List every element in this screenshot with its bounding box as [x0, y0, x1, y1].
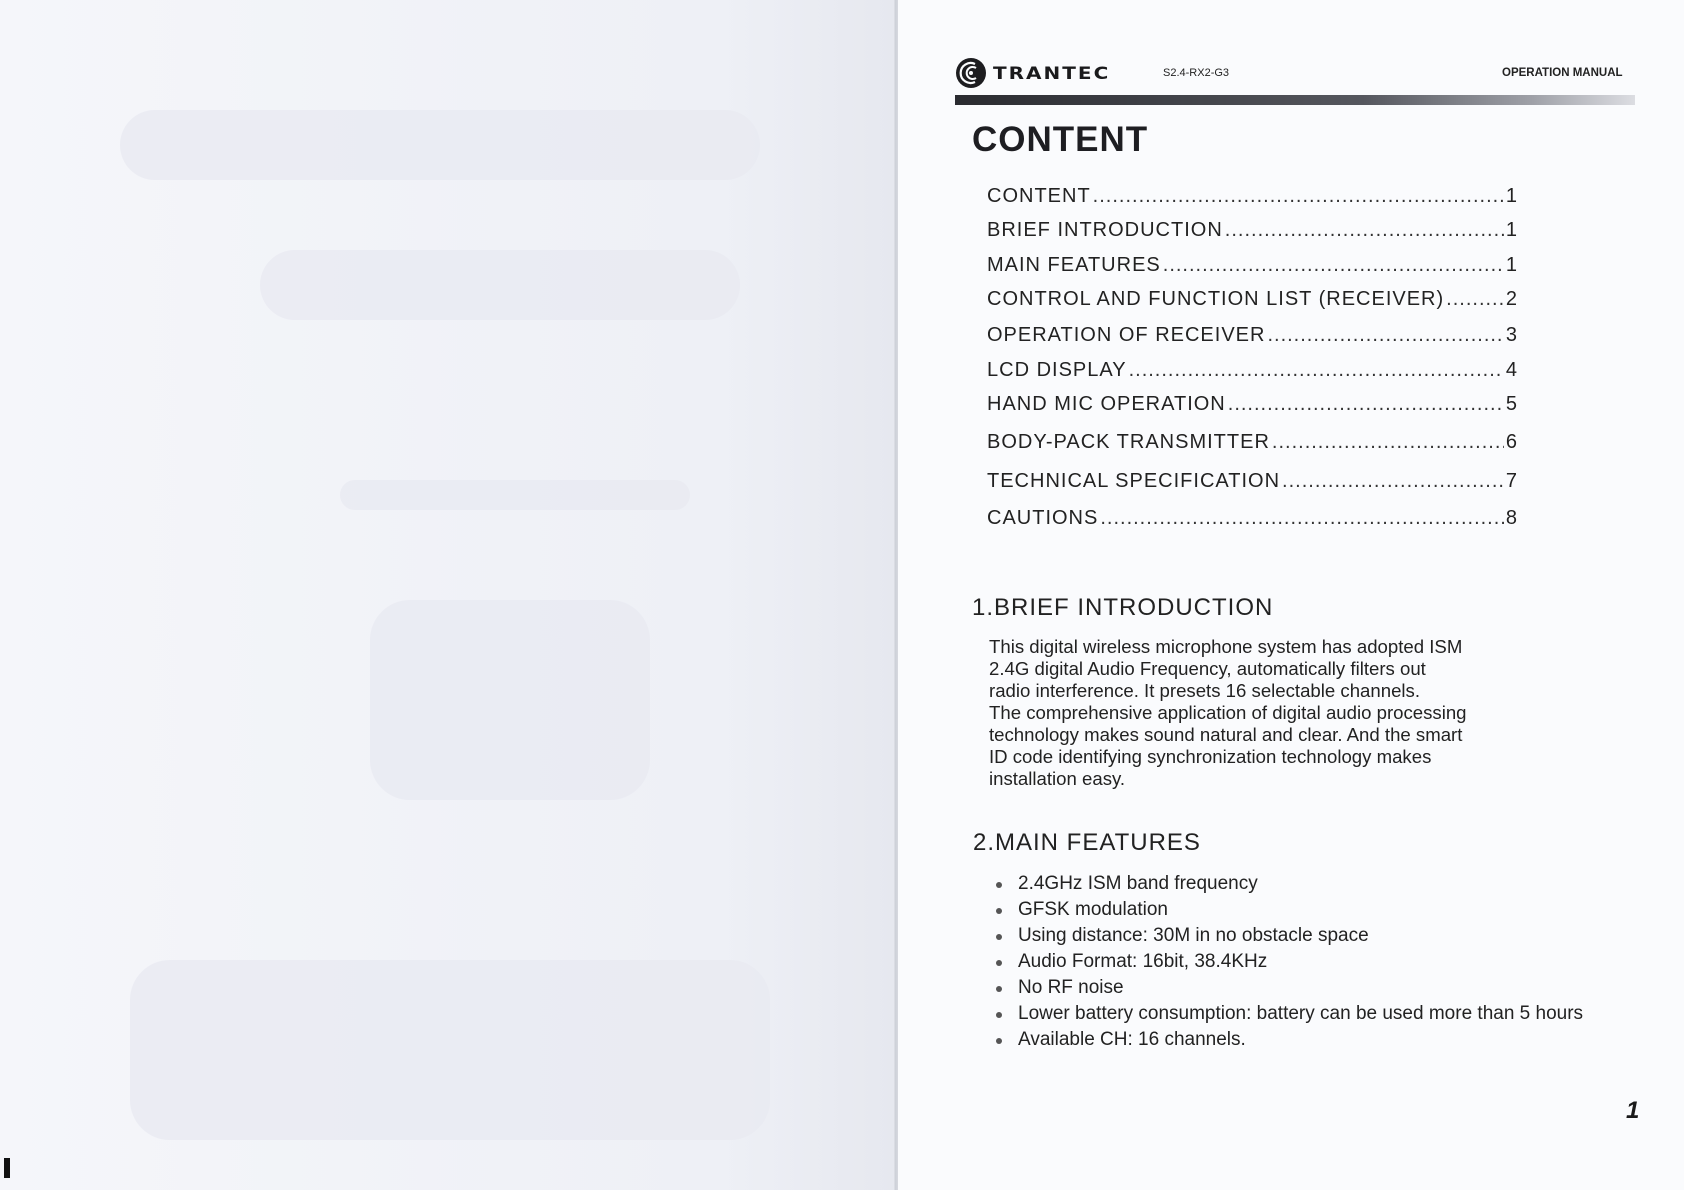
toc-entry-page: 2 [1505, 288, 1518, 310]
toc-entry-page: 1 [1505, 219, 1518, 241]
bleed-through-shape [260, 250, 740, 320]
toc-leader-dots [1100, 507, 1504, 530]
toc-entry [987, 185, 1518, 211]
toc-entry [987, 254, 1518, 280]
brand-logo [955, 55, 1110, 91]
toc-entry [987, 219, 1518, 245]
toc-entry-label: LCD DISPLAY [987, 359, 1127, 381]
brand-name: TRANTEC [993, 62, 1111, 84]
brief-introduction-heading: 1.BRIEF INTRODUCTION [972, 594, 1274, 621]
manual-label: OPERATION MANUAL [1502, 67, 1623, 79]
list-item: Audio Format: 16bit, 38.4KHz [996, 949, 1583, 975]
page-number: 1 [1626, 1097, 1640, 1124]
bleed-through-shape [340, 480, 690, 510]
toc-entry [987, 288, 1518, 314]
toc-entry [987, 507, 1518, 533]
main-features-heading: 2.MAIN FEATURES [973, 829, 1201, 856]
toc-entry-label: CONTENT [987, 185, 1091, 207]
toc-entry-page: 1 [1505, 254, 1518, 276]
paragraph-line: radio interference. It presets 16 selectable channels. [989, 680, 1421, 701]
toc-leader-dots [1272, 431, 1504, 454]
content-title: CONTENT [972, 120, 1149, 159]
list-item: 2.4GHz ISM band frequency [996, 871, 1583, 897]
toc-entry-label: MAIN FEATURES [987, 254, 1161, 276]
list-item: Available CH: 16 channels. [996, 1027, 1583, 1053]
toc-entry-page: 4 [1505, 359, 1518, 381]
toc-entry-label: TECHNICAL SPECIFICATION [987, 470, 1281, 492]
toc-entry [987, 359, 1518, 385]
list-item: GFSK modulation [996, 897, 1583, 923]
list-item: Using distance: 30M in no obstacle space [996, 923, 1583, 949]
model-number: S2.4-RX2-G3 [1163, 67, 1230, 79]
toc-entry-page: 5 [1505, 393, 1518, 415]
toc-leader-dots [1446, 288, 1504, 311]
scan-mark [4, 1158, 10, 1178]
bleed-through-shape [120, 110, 760, 180]
paragraph-line: technology makes sound natural and clear. And the smart [989, 724, 1463, 745]
brief-introduction-text [989, 636, 1467, 790]
toc-entry-label: HAND MIC OPERATION [987, 393, 1226, 415]
toc-leader-dots [1225, 219, 1504, 242]
toc-entry-label: CAUTIONS [987, 507, 1099, 529]
main-features-list [996, 871, 1583, 1053]
paragraph-line: ID code identifying synchronization technology makes [989, 746, 1432, 767]
bleed-through-shape [130, 960, 770, 1140]
toc-leader-dots [1282, 470, 1504, 493]
toc-entry-page: 7 [1505, 470, 1518, 492]
toc-entry-page: 3 [1505, 324, 1518, 346]
toc-leader-dots [1267, 324, 1503, 347]
paragraph-line: This digital wireless microphone system has adopted ISM [989, 636, 1463, 657]
paragraph-line: 2.4G digital Audio Frequency, automatically filters out [989, 658, 1426, 679]
toc-entry-label: OPERATION OF RECEIVER [987, 324, 1266, 346]
toc-entry-label: BRIEF INTRODUCTION [987, 219, 1223, 241]
paragraph-line: installation easy. [989, 768, 1126, 789]
list-item: No RF noise [996, 975, 1583, 1001]
paragraph-line: The comprehensive application of digital audio processing [989, 702, 1467, 723]
toc-entry-page: 6 [1505, 431, 1518, 453]
bleed-through-shape [370, 600, 650, 800]
toc-entry-label: BODY-PACK TRANSMITTER [987, 431, 1270, 453]
toc-entry [987, 393, 1518, 419]
toc-entry-page: 1 [1505, 185, 1518, 207]
trantec-logo-icon [955, 57, 987, 89]
toc-entry [987, 324, 1518, 350]
toc-entry [987, 470, 1518, 496]
toc-leader-dots [1129, 359, 1504, 382]
toc-leader-dots [1228, 393, 1504, 416]
toc-leader-dots [1093, 185, 1504, 208]
header-rule [955, 95, 1635, 105]
toc-entry-label: CONTROL AND FUNCTION LIST (RECEIVER) [987, 288, 1445, 310]
toc-leader-dots [1163, 254, 1504, 277]
list-item: Lower battery consumption: battery can be used more than 5 hours [996, 1001, 1583, 1027]
toc-entry-page: 8 [1505, 507, 1518, 529]
toc-entry [987, 431, 1518, 457]
